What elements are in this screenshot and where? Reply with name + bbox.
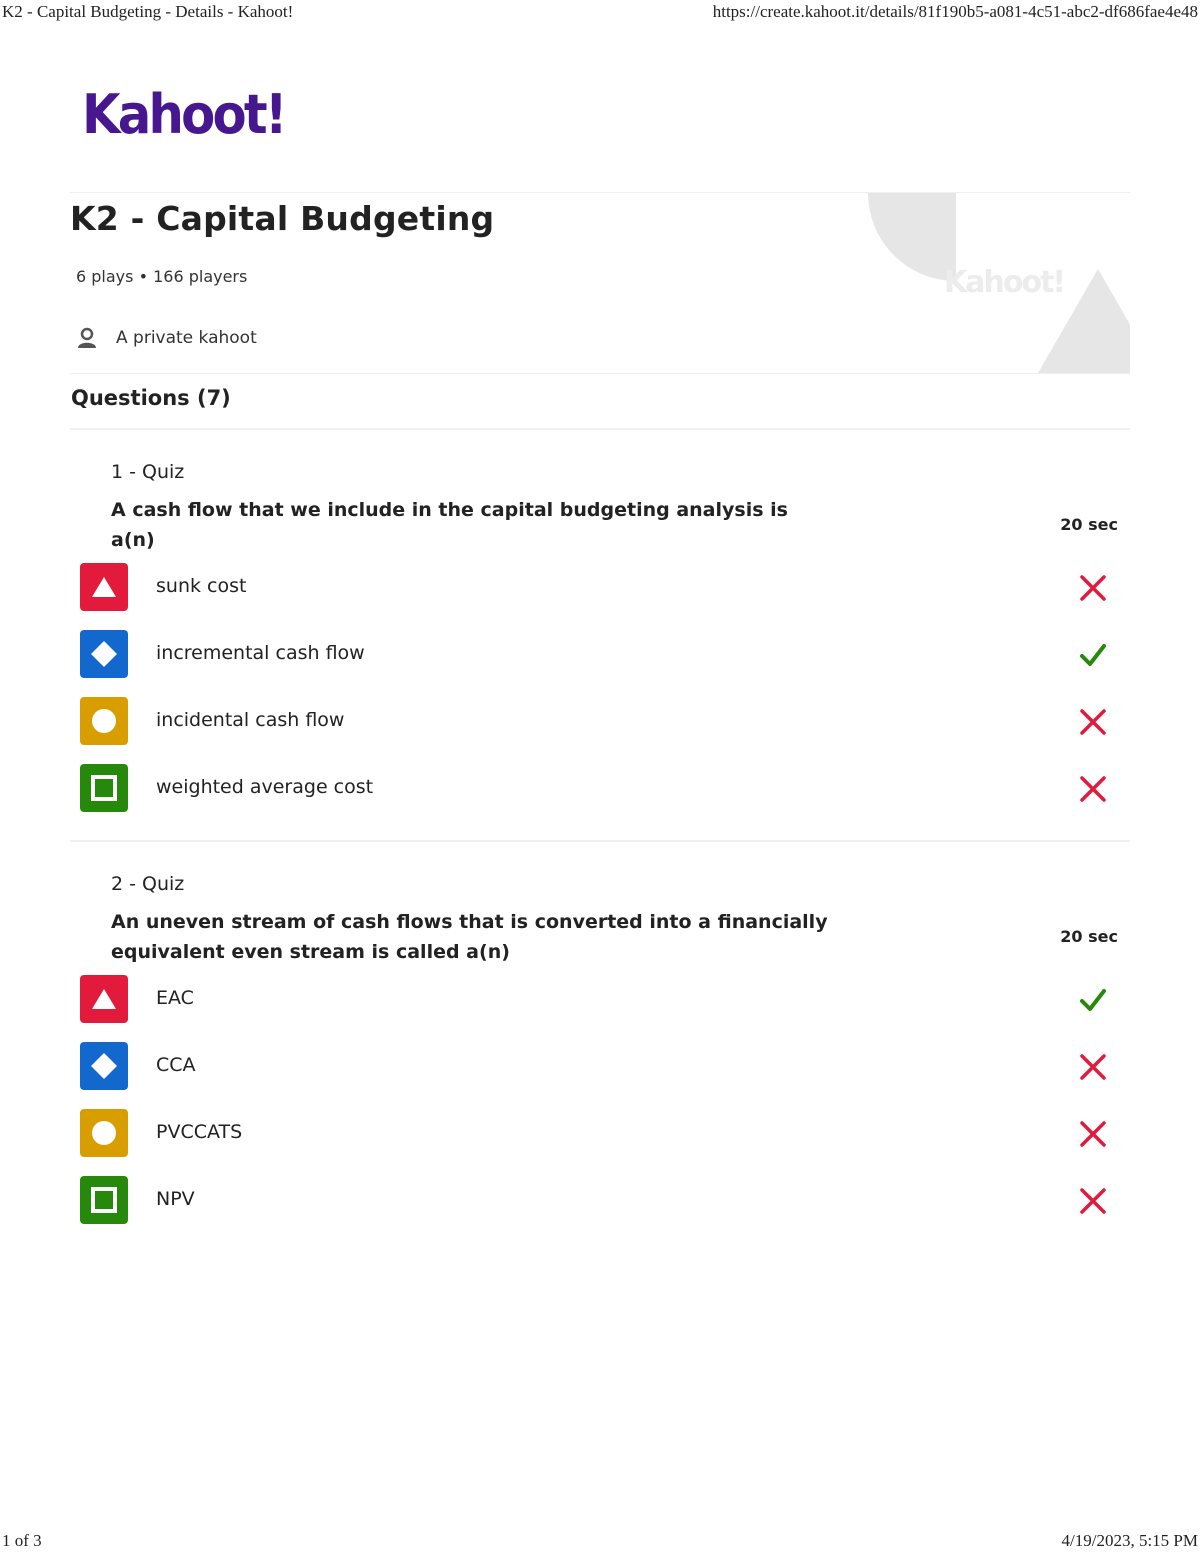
decorative-triangle — [1038, 269, 1130, 373]
incorrect-icon — [1078, 774, 1108, 804]
check-icon — [1078, 640, 1108, 670]
answer-text: incremental cash flow — [156, 642, 365, 664]
answer-row — [80, 1176, 1120, 1226]
incorrect-icon — [1078, 1119, 1108, 1149]
print-url[interactable]: https://create.kahoot.it/details/81f190b5-a081-4c51-abc2-df686fae4e48 — [712, 2, 1198, 21]
kahoot-detail-card — [70, 192, 1130, 374]
circle-icon — [80, 697, 128, 745]
play-stats: 6 plays • 166 players — [76, 267, 248, 286]
answer-row — [80, 1109, 1120, 1159]
answer-text: weighted average cost — [156, 776, 374, 798]
question-text: A cash flow that we include in the capital budgeting analysis is a(n) — [111, 499, 788, 551]
question-text: An uneven stream of cash flows that is converted into a financially equivalent even stream is called a(n) — [111, 911, 828, 963]
divider — [70, 428, 1130, 430]
kahoot-logo[interactable]: Kahoot! — [82, 83, 285, 146]
print-datetime: 4/19/2023, 5:15 PM — [1061, 1531, 1198, 1550]
divider — [70, 840, 1130, 842]
print-footer — [0, 1529, 1200, 1553]
diamond-icon — [80, 630, 128, 678]
answer-row — [80, 1042, 1120, 1092]
visibility-label: A private kahoot — [116, 328, 257, 348]
answer-text: CCA — [156, 1054, 196, 1076]
incorrect-icon — [1078, 707, 1108, 737]
visibility-row — [76, 327, 257, 349]
question-card[interactable] — [70, 873, 1130, 1233]
answer-text: PVCCATS — [156, 1121, 243, 1143]
time-limit: 20 sec — [1060, 927, 1118, 946]
questions-heading: Questions (7) — [71, 386, 231, 410]
circle-icon — [80, 1109, 128, 1157]
decorative-quarter-circle — [868, 193, 956, 283]
print-header — [0, 0, 1200, 26]
diamond-icon — [80, 1042, 128, 1090]
question-type: 1 - Quiz — [111, 461, 185, 483]
incorrect-icon — [1078, 1052, 1108, 1082]
triangle-icon — [80, 563, 128, 611]
question-card[interactable] — [70, 461, 1130, 821]
answer-text: sunk cost — [156, 575, 247, 597]
page-title: K2 - Capital Budgeting — [70, 199, 495, 238]
answer-row — [80, 563, 1120, 613]
answer-row — [80, 975, 1120, 1025]
answer-row — [80, 630, 1120, 680]
kahoot-watermark: Kahoot! — [944, 265, 1065, 300]
square-icon — [80, 764, 128, 812]
check-icon — [1078, 985, 1108, 1015]
triangle-icon — [80, 975, 128, 1023]
answer-text: NPV — [156, 1188, 195, 1210]
answer-row — [80, 764, 1120, 814]
square-icon — [80, 1176, 128, 1224]
user-icon — [76, 327, 98, 349]
incorrect-icon — [1078, 573, 1108, 603]
answer-row — [80, 697, 1120, 747]
time-limit: 20 sec — [1060, 515, 1118, 534]
answer-text: EAC — [156, 987, 194, 1009]
print-page-title: K2 - Capital Budgeting - Details - Kahoot! — [2, 2, 294, 21]
question-type: 2 - Quiz — [111, 873, 185, 895]
page-number: 1 of 3 — [2, 1531, 42, 1550]
answer-text: incidental cash flow — [156, 709, 345, 731]
incorrect-icon — [1078, 1186, 1108, 1216]
